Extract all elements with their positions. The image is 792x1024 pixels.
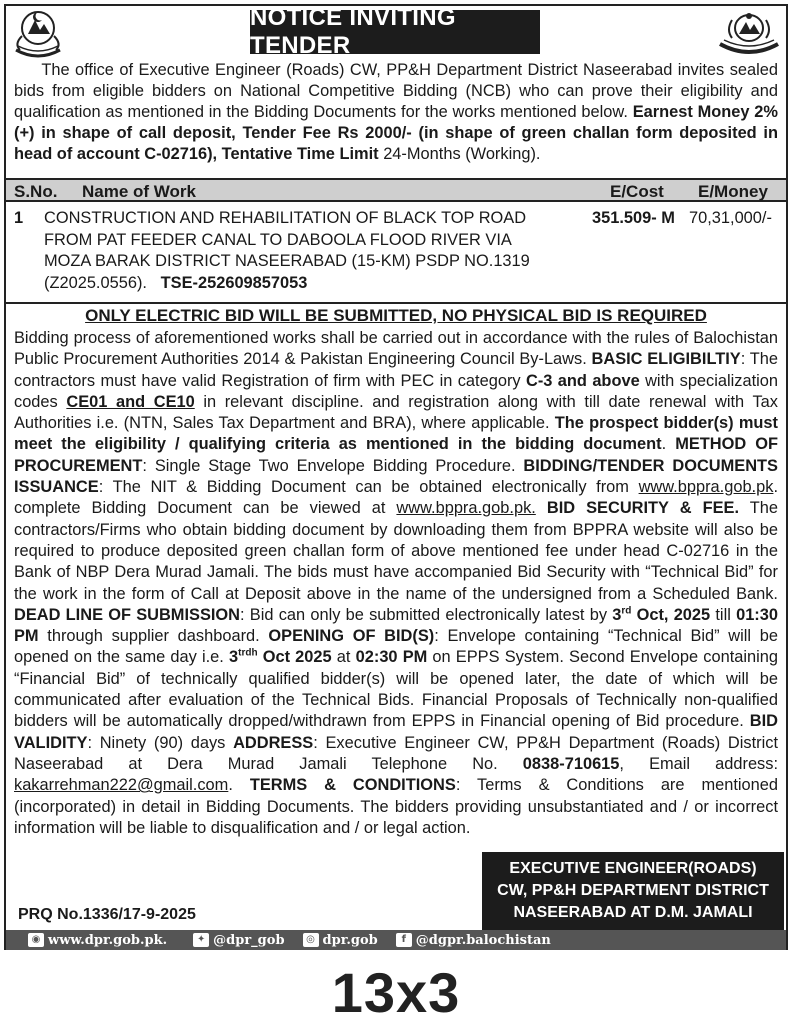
- signature-block: [482, 852, 784, 932]
- signature-line-3: NASEERABAD AT D.M. JAMALI: [513, 904, 753, 921]
- header-name-of-work: Name of Work: [82, 182, 196, 201]
- email-link[interactable]: kakarrehman222@gmail.com: [14, 776, 229, 795]
- intro-paragraph: The office of Executive Engineer (Roads) CW, PP&H Department District Naseerabad invites sealed bids from eligible bidders on National Competitive Bidding (NCB) who can prove their eligibility and qualification as mentioned in the Bidding Documents for the works mentioned below. Earnest Money 2% (+) in shape of call deposit, Tender Fee Rs 2000/- (in shape of green challan form deposited in head of account C-02716), Tentative Time Limit 24-Months (Working).: [14, 61, 779, 163]
- footer-facebook[interactable]: f @dgpr.balochistan: [396, 933, 551, 948]
- balochistan-emblem-logo: [8, 6, 68, 62]
- row-tse-number: TSE-252609857053: [160, 273, 308, 292]
- electric-bid-notice: ONLY ELECTRIC BID WILL BE SUBMITTED, NO PHYSICAL BID IS REQUIRED: [6, 302, 786, 326]
- footer-website[interactable]: ◉ www.dpr.gob.pk.: [28, 933, 167, 948]
- footer-twitter[interactable]: ✦ @dpr_gob: [193, 933, 284, 948]
- header-estimated-cost: E/Cost: [610, 182, 664, 201]
- row-estimated-cost: 351.509- M: [592, 209, 675, 227]
- footer-bar: [6, 930, 786, 950]
- twitter-icon: ✦: [193, 933, 209, 947]
- table-row: [6, 204, 786, 300]
- row-name-of-work: CONSTRUCTION AND REHABILITATION OF BLACK TOP ROAD FROM PAT FEEDER CANAL TO DABOOLA FLOOD RIVER VIA MOZA BARAK DISTRICT NASEERABAD (15-KM) PSDP NO.1319 (Z2025.0556). TSE-252609857053: [44, 209, 530, 292]
- footer-instagram[interactable]: ◎ dpr.gob: [303, 933, 378, 948]
- tender-conditions-text: Bidding process of aforementioned works shall be carried out in accordance with the rules of Balochistan Public Procurement Authorities 2014 & Pakistan Engineering Council By-Laws. BASIC ELIGIBILTIY: The contractors must have valid Registration of firm with PEC in category C-3 and above with specialization codes CE01 and CE10 in relevant discipline. and registration along with till date renewal with Tax Authorities i.e. (NTN, Sales Tax Department and BRA), where applicable. The prospect bidder(s) must meet the eligibility / qualifying criteria as mentioned in the bidding document. METHOD OF PROCUREMENT: Single Stage Two Envelope Bidding Procedure. BIDDING/TENDER DOCUMENTS ISSUANCE: The NIT & Bidding Document can be obtained electronically from www.bppra.gob.pk. complete Bidding Document can be viewed at www.bppra.gob.pk. BID SECURITY & FEE. The contractors/Firms who obtain bidding document by downloading them from BPPRA website will also be required to produce deposited green challan form of above mentioned fee under head C-02716 in the Bank of NBP Dera Murad Jamali. The bids must have accompanied Bid Security with “Technical Bid” for the work in the form of Call at Deposit above in the name of the undersigned from a Scheduled Bank. DEAD LINE OF SUBMISSION: Bid can only be submitted electronically latest by 3rd Oct, 2025 till 01:30 PM through supplier dashboard. OPENING OF BID(S): Envelope containing “Technical Bid” will be opened on the same day i.e. $3^{trdh}$ Oct 2025 at 02:30 PM on EPPS System. Second Envelope containing “Financial Bid” of technically qualified bidder(s) will be opened later, the date of which will be communicated after evaluation of the Technical Bids. Financial Proposals of Technically non-qualified bidders will be automatically dropped/withdrawn from EPPS in Financial opening of Bid procedure. BID VALIDITY: Ninety (90) days ADDRESS: Executive Engineer CW, PP&H Department (Roads) District Naseerabad at Dera Murad Jamali Telephone No. 0838-710615, Email address: kakarrehman222@gmail.com. TERMS & CONDITIONS: Terms & Conditions are mentioned (incorporated) in detail in Bidding Documents. The bidders providing unsubstantiated and / or incorrect information will be liable to disqualification and / or legal action.: [14, 329, 779, 837]
- signature-line-2: CW, PP&H DEPARTMENT DISTRICT: [497, 882, 769, 899]
- bppra-link[interactable]: www.bppra.gob.pk: [638, 478, 774, 497]
- department-emblem-logo: [716, 8, 782, 60]
- row-sno: 1: [14, 209, 24, 227]
- facebook-icon: f: [396, 933, 412, 947]
- row-earnest-money: 70,31,000/-: [689, 209, 772, 227]
- signature-line-1: EXECUTIVE ENGINEER(ROADS): [509, 860, 757, 877]
- ad-size-label: 13x3: [331, 961, 461, 1024]
- works-table-header: [6, 178, 786, 202]
- notice-title: NOTICE INVITING TENDER: [250, 10, 540, 54]
- prq-number: PRQ No.1336/17-9-2025: [18, 906, 196, 923]
- globe-icon: ◉: [28, 933, 44, 947]
- instagram-icon: ◎: [303, 933, 319, 947]
- bppra-link-2[interactable]: www.bppra.gob.pk.: [396, 499, 536, 518]
- header-earnest-money: E/Money: [698, 182, 768, 201]
- header-sno: S.No.: [14, 182, 58, 201]
